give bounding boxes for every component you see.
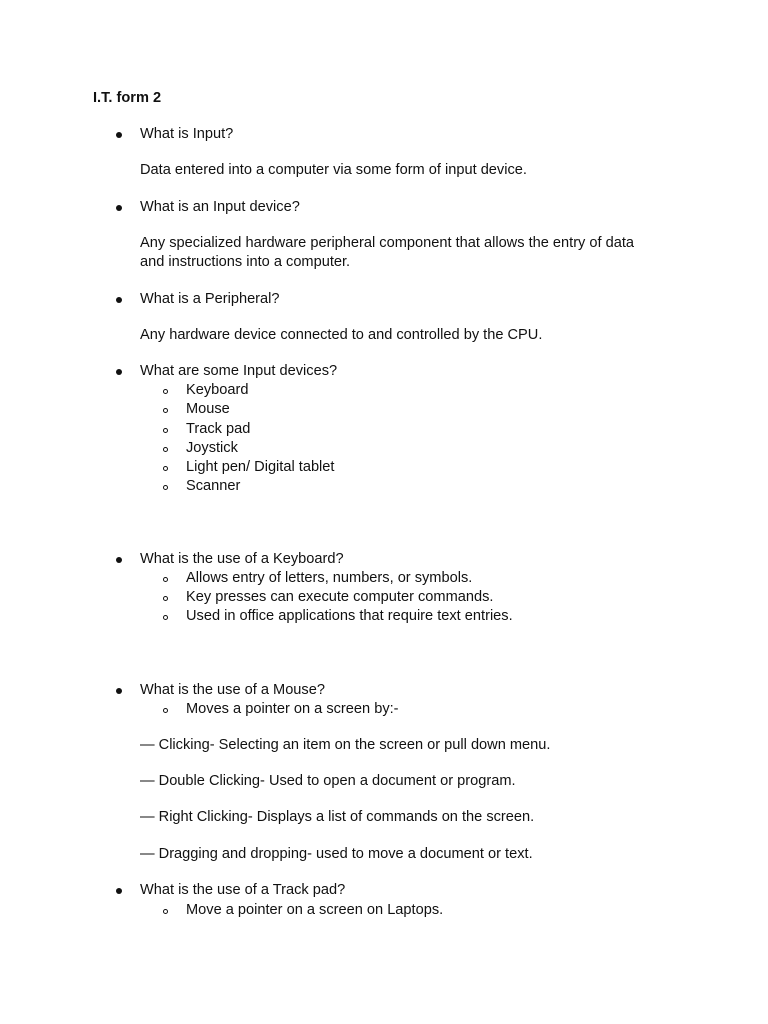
question-peripheral: What is a Peripheral? xyxy=(140,291,280,307)
sub-bullet xyxy=(163,485,168,490)
bullet xyxy=(116,132,122,138)
sub-bullet xyxy=(163,615,168,620)
answer-peripheral: Any hardware device connected to and controlled by the CPU. xyxy=(140,327,543,343)
sub-bullet xyxy=(163,408,168,413)
mouse-action-drag-drop: — Dragging and dropping- used to move a document or text. xyxy=(140,846,533,862)
bullet xyxy=(116,297,122,303)
mouse-action-right-clicking: — Right Clicking- Displays a list of commands on the screen. xyxy=(140,809,535,825)
sub-bullet xyxy=(163,428,168,433)
list-item: Scanner xyxy=(186,478,241,494)
bullet xyxy=(116,888,122,894)
mouse-action-double-clicking: — Double Clicking- Used to open a document or program. xyxy=(140,773,516,789)
bullet xyxy=(116,369,122,375)
question-input-device: What is an Input device? xyxy=(140,199,300,215)
list-item: Mouse xyxy=(186,401,230,417)
answer-input-device-line1: Any specialized hardware peripheral component that allows the entry of data xyxy=(140,235,635,251)
list-item: Move a pointer on a screen on Laptops. xyxy=(186,902,444,918)
sub-bullet xyxy=(163,466,168,471)
question-input-devices: What are some Input devices? xyxy=(140,363,338,379)
answer-input-device-line2: and instructions into a computer. xyxy=(140,254,351,270)
bullet xyxy=(116,205,122,211)
list-item: Key presses can execute computer commands. xyxy=(186,589,494,605)
list-item: Track pad xyxy=(186,421,251,437)
list-item: Light pen/ Digital tablet xyxy=(186,459,335,475)
sub-bullet xyxy=(163,389,168,394)
mouse-action-clicking: — Clicking- Selecting an item on the screen or pull down menu. xyxy=(140,737,551,753)
question-track-pad: What is the use of a Track pad? xyxy=(140,882,346,898)
list-item: Used in office applications that require text entries. xyxy=(186,608,513,624)
list-item: Allows entry of letters, numbers, or symbols. xyxy=(186,570,473,586)
answer-input: Data entered into a computer via some form of input device. xyxy=(140,162,527,178)
bullet xyxy=(116,557,122,563)
sub-bullet xyxy=(163,708,168,713)
question-mouse: What is the use of a Mouse? xyxy=(140,682,325,698)
question-input: What is Input? xyxy=(140,126,234,142)
sub-bullet xyxy=(163,909,168,914)
bullet xyxy=(116,688,122,694)
sub-bullet xyxy=(163,577,168,582)
list-item: Moves a pointer on a screen by:- xyxy=(186,701,399,717)
sub-bullet xyxy=(163,596,168,601)
sub-bullet xyxy=(163,447,168,452)
document-title: I.T. form 2 xyxy=(93,90,162,106)
list-item: Joystick xyxy=(186,440,238,456)
list-item: Keyboard xyxy=(186,382,249,398)
question-keyboard: What is the use of a Keyboard? xyxy=(140,551,344,567)
